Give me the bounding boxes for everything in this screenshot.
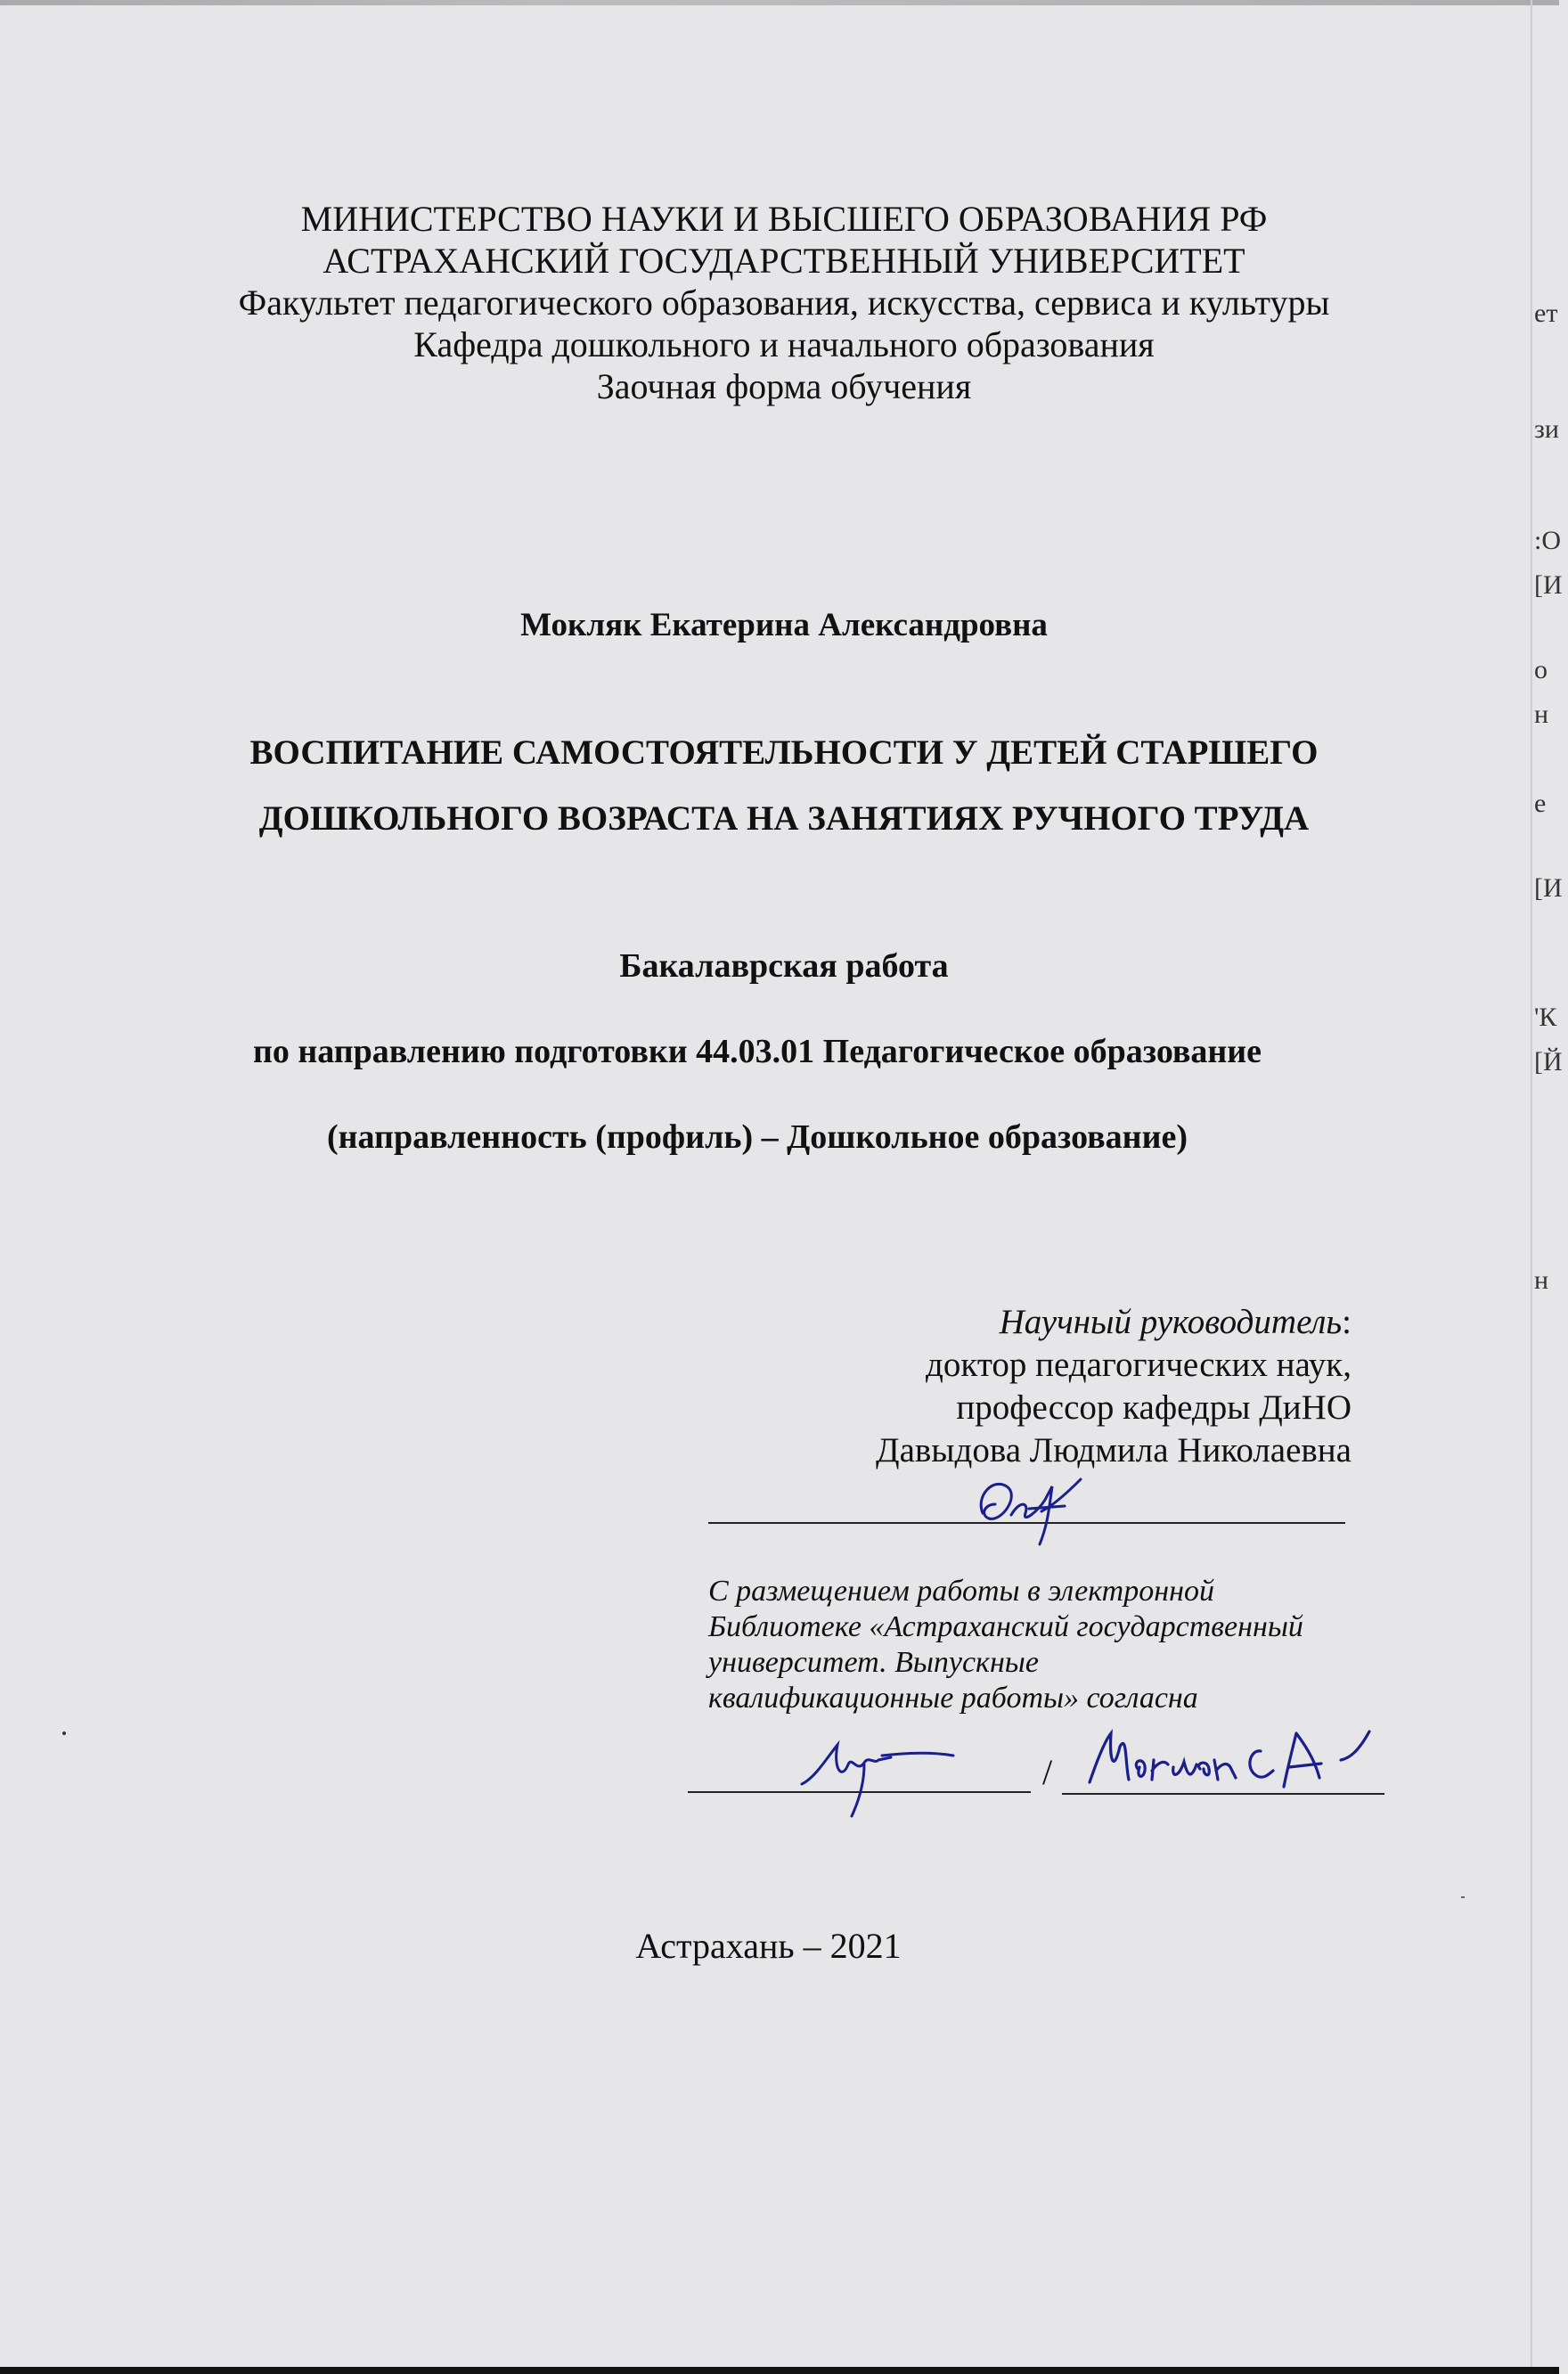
bleed-fragment: [И: [1534, 570, 1563, 600]
title-line-2: ДОШКОЛЬНОГО ВОЗРАСТА НА ЗАНЯТИЯХ РУЧНОГО ТРУДА: [258, 799, 1310, 838]
bleed-fragment: ет: [1534, 299, 1558, 328]
author-name: Мокляк Екатерина Александровна: [520, 607, 1048, 643]
scan-top-edge: [0, 0, 1559, 5]
consent-line-1: С размещением работы в электронной: [708, 1575, 1214, 1608]
supervisor-degree: доктор педагогических наук,: [926, 1346, 1352, 1384]
bleed-fragment: е: [1534, 789, 1547, 818]
bleed-fragment: н: [1534, 1265, 1549, 1295]
title-line-1: ВОСПИТАНИЕ САМОСТОЯТЕЛЬНОСТИ У ДЕТЕЙ СТАРШЕГО: [249, 733, 1319, 772]
institution-header: [0, 198, 1568, 407]
bleed-fragment: :О: [1534, 526, 1561, 555]
consent-line-2: Библиотеке «Астраханский государственный: [708, 1610, 1303, 1643]
scan-speck: [1461, 1896, 1465, 1898]
bleed-fragment: н: [1534, 700, 1549, 729]
consent-line-4: квалификационные работы» согласна: [708, 1682, 1198, 1715]
author-handwritten-name: [1082, 1724, 1376, 1796]
bleed-fragment: [Й: [1534, 1047, 1563, 1076]
city-year: Астрахань – 2021: [635, 1926, 902, 1966]
supervisor-name: Давыдова Людмила Николаевна: [875, 1431, 1352, 1469]
supervisor-position: профессор кафедры ДиНО: [956, 1388, 1352, 1427]
scan-bottom-edge: [0, 2367, 1559, 2374]
university-name: АСТРАХАНСКИЙ ГОСУДАРСТВЕННЫЙ УНИВЕРСИТЕТ: [323, 241, 1245, 281]
thesis-title: [0, 720, 1568, 852]
profile: (направленность (профиль) – Дошкольное образование): [327, 1118, 1188, 1156]
work-type: Бакалаврская работа: [619, 947, 949, 985]
consent-line-3: университет. Выпускные: [708, 1646, 1039, 1679]
library-consent: [708, 1574, 1385, 1716]
consent-signature: [793, 1729, 962, 1818]
supervisor-label-line: [876, 1301, 1352, 1344]
ministry-name: МИНИСТЕРСТВО НАУКИ И ВЫСШЕГО ОБРАЗОВАНИЯ РФ: [300, 199, 1268, 239]
bleed-fragment: зи: [1534, 414, 1559, 444]
bleed-fragment: [И: [1534, 873, 1563, 903]
supervisor-colon: :: [1342, 1303, 1352, 1341]
supervisor-signature: [967, 1460, 1091, 1549]
signature-separator: /: [1042, 1752, 1053, 1792]
scan-speck: [62, 1731, 66, 1735]
supervisor-label: Научный руководитель: [999, 1303, 1343, 1341]
faculty-name: Факультет педагогического образования, искусства, сервиса и культуры: [238, 282, 1330, 323]
bleed-fragment: о: [1534, 655, 1548, 684]
bleed-fragment: 'К: [1534, 1003, 1557, 1032]
direction: по направлению подготовки 44.03.01 Педагогическое образование: [252, 1033, 1262, 1070]
supervisor-block: [876, 1301, 1352, 1472]
department-name: Кафедра дошкольного и начального образования: [413, 324, 1155, 364]
study-form: Заочная форма обучения: [596, 366, 972, 406]
